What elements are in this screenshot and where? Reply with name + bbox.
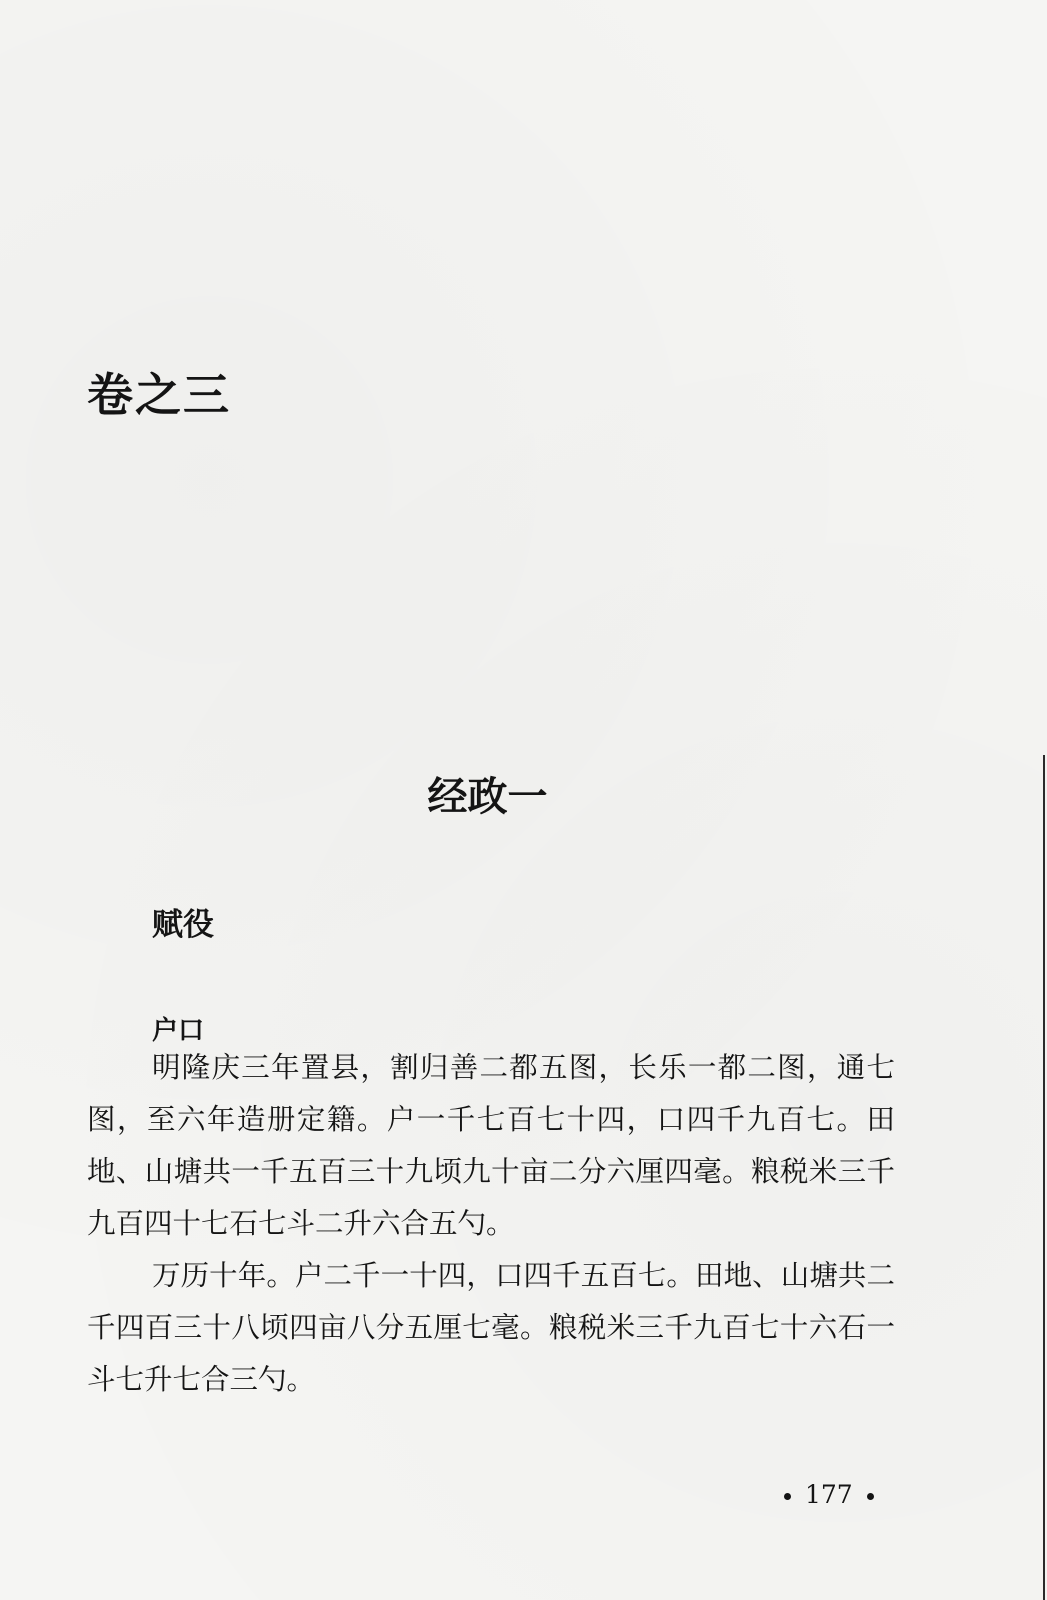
subsection-title: 户口 [152, 1016, 205, 1046]
page-number [770, 1482, 888, 1507]
bullet-dot-icon [784, 1493, 791, 1500]
bullet-dot-icon [867, 1493, 874, 1500]
chapter-title: 经政一 [427, 774, 548, 820]
body-text [87, 1042, 895, 1406]
section-title: 赋役 [152, 907, 214, 943]
page-edge-shadow [1043, 755, 1045, 1600]
page-number-text: 177 [805, 1480, 853, 1509]
volume-title: 卷之三 [87, 368, 231, 422]
paragraph-longqing: 明隆庆三年置县，割归善二都五图，长乐一都二图，通七图，至六年造册定籍。户一千七百七十四，口四千九百七。田地、山塘共一千五百三十九顷九十亩二分六厘四毫。粮税米三千九百四十七石七斗二升六合五勺。 [87, 1051, 895, 1240]
paragraph-wanli: 万历十年。户二千一十四，口四千五百七。田地、山塘共二千四百三十八顷四亩八分五厘七毫。粮税米三千九百七十六石一斗七升七合三勺。 [87, 1259, 895, 1396]
